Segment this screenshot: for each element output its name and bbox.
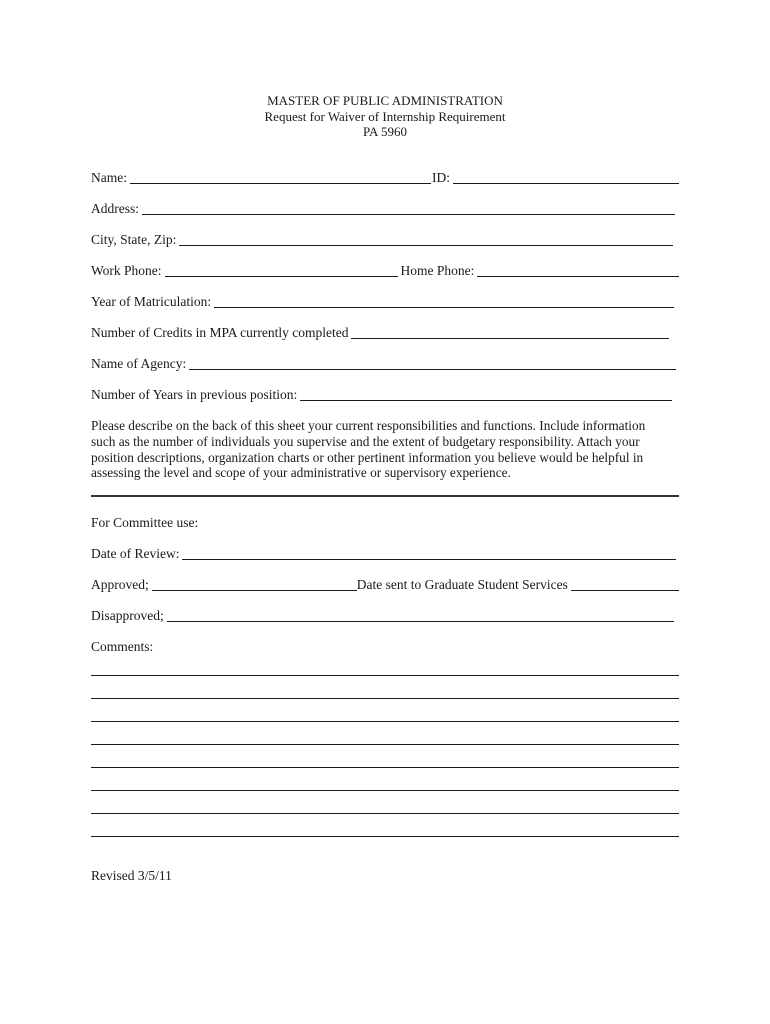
agency-field[interactable] [189, 369, 676, 370]
comment-line[interactable] [91, 675, 679, 676]
matriculation-field[interactable] [214, 307, 674, 308]
date-review-label: Date of Review: [91, 546, 180, 561]
comment-line[interactable] [91, 767, 679, 768]
home-phone-label: Home Phone: [400, 263, 475, 278]
disapproved-row [91, 608, 679, 624]
section-divider [91, 495, 679, 497]
name-field[interactable] [130, 183, 431, 184]
id-field[interactable] [453, 183, 679, 184]
approved-label: Approved; [91, 577, 149, 592]
instructions-line: Please describe on the back of this sheet your current responsibilities and functions. Include information [91, 418, 646, 433]
date-sent-field[interactable] [571, 590, 679, 591]
credits-label: Number of Credits in MPA currently completed [91, 325, 349, 340]
program-title: MASTER OF PUBLIC ADMINISTRATION [267, 93, 503, 108]
approved-row [91, 577, 679, 593]
city-label: City, State, Zip: [91, 232, 177, 247]
comment-line[interactable] [91, 721, 679, 722]
committee-heading: For Committee use: [91, 515, 199, 530]
date-sent-label: Date sent to Graduate Student Services [356, 577, 568, 592]
comment-line[interactable] [91, 698, 679, 699]
comment-line[interactable] [91, 836, 679, 837]
form-header [91, 93, 679, 140]
course-code: PA 5960 [363, 124, 407, 139]
address-row [91, 201, 679, 217]
approved-field[interactable] [152, 590, 357, 591]
home-phone-field[interactable] [477, 276, 679, 277]
disapproved-field[interactable] [167, 621, 674, 622]
date-review-field[interactable] [182, 559, 676, 560]
date-review-row [91, 546, 679, 562]
revised-date: Revised 3/5/11 [91, 868, 172, 883]
years-field[interactable] [300, 400, 672, 401]
name-label: Name: [91, 170, 127, 185]
instructions-line: such as the number of individuals you supervise and the extent of budgetary responsibility. Attach your [91, 433, 640, 449]
agency-row [91, 356, 679, 372]
matriculation-label: Year of Matriculation: [91, 294, 212, 309]
credits-row [91, 325, 679, 341]
comment-line[interactable] [91, 744, 679, 745]
form-page [91, 0, 679, 1024]
work-phone-label: Work Phone: [91, 263, 162, 278]
city-row [91, 232, 679, 248]
agency-label: Name of Agency: [91, 356, 187, 371]
address-label: Address: [91, 201, 139, 216]
form-title: Request for Waiver of Internship Requirement [264, 108, 506, 124]
disapproved-label: Disapproved; [91, 608, 164, 623]
id-label: ID: [432, 170, 450, 185]
instructions-line: position descriptions, organization charts or other pertinent information you believe would be helpful in [91, 449, 644, 465]
phone-row [91, 263, 679, 279]
instructions-line: assessing the level and scope of your administrative or supervisory experience. [91, 465, 511, 481]
instructions-paragraph [91, 418, 679, 481]
comment-line[interactable] [91, 790, 679, 791]
comment-line[interactable] [91, 813, 679, 814]
years-row [91, 387, 679, 403]
years-label: Number of Years in previous position: [91, 387, 298, 402]
matriculation-row [91, 294, 679, 310]
comments-label: Comments: [91, 639, 154, 654]
credits-field[interactable] [351, 338, 669, 339]
address-field[interactable] [142, 214, 675, 215]
city-field[interactable] [179, 245, 673, 246]
work-phone-field[interactable] [165, 276, 398, 277]
name-id-row [91, 170, 679, 186]
